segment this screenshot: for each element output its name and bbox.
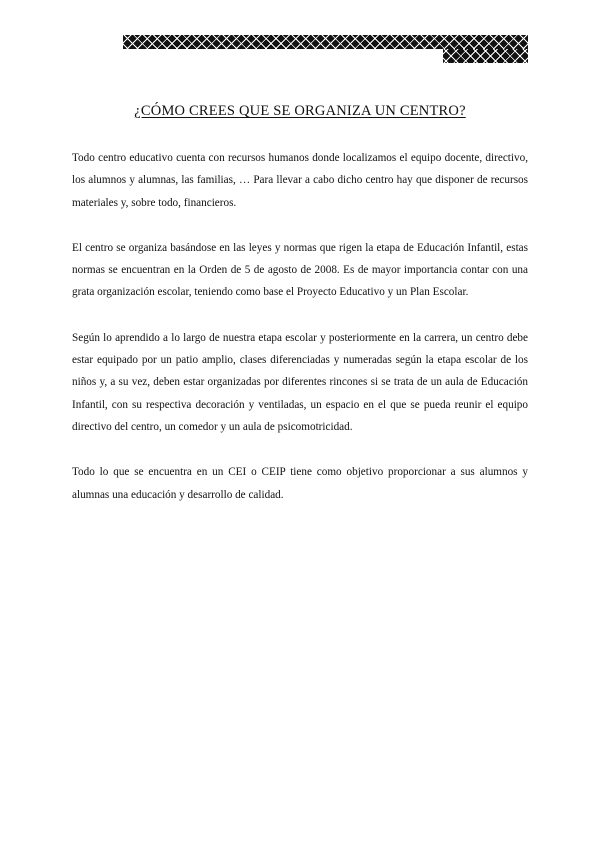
- header-decorative-band-tail: [443, 49, 528, 63]
- paragraph-4: Todo lo que se encuentra en un CEI o CEIP tiene como objetivo proporcionar a sus alumnos y alumnas una educación y desarrollo de calidad.: [72, 466, 528, 501]
- paragraph-3: Según lo aprendido a lo largo de nuestra etapa escolar y posteriormente en la carrera, un centro debe estar equipado por un patio amplio, clases diferenciadas y numeradas según la etapa escolar de los niños y, a su vez, deben estar organizadas por diferentes rincones si se trata de un aula de Educación Infantil, con su respectiva decoración y ventiladas, un espacio en el que se pueda reunir el equipo directivo del centro, un comedor y un aula de psicomotricidad.: [72, 331, 528, 433]
- page-title: ¿CÓMO CREES QUE SE ORGANIZA UN CENTRO?: [134, 103, 466, 119]
- paragraph-1: Todo centro educativo cuenta con recursos humanos donde localizamos el equipo docente, directivo, los alumnos y alumnas, las familias, … Para llevar a cabo dicho centro hay que disponer de recursos materiales y, sobre todo, financieros.: [72, 152, 528, 209]
- header-decorative-band: [123, 35, 528, 49]
- document-body: [72, 147, 528, 529]
- paragraph-2: El centro se organiza basándose en las leyes y normas que rigen la etapa de Educación Infantil, estas normas se encuentran en la Orden de 5 de agosto de 2008. Es de mayor importancia contar con una grata organización escolar, teniendo como base el Proyecto Educativo y un Plan Escolar.: [72, 241, 528, 299]
